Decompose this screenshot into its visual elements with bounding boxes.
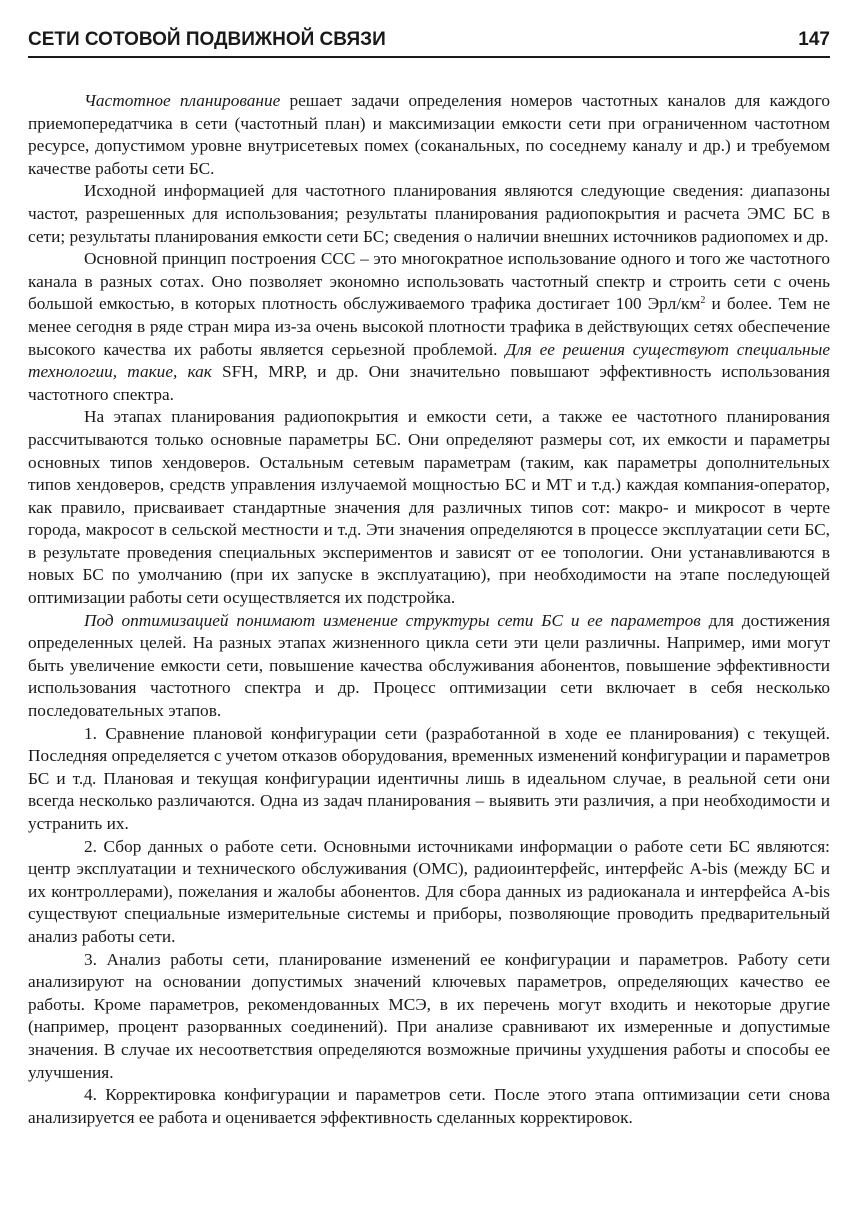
term-optimization: Под оптимизацией понимают изменение структуры сети БС и ее параметров — [84, 610, 701, 630]
paragraph-step-1 — [28, 723, 830, 836]
main-text — [28, 90, 830, 1129]
book-page — [28, 28, 830, 1129]
paragraph-text: и более. Тем не менее сегодня в ряде стран мира из-за очень высокой плотности трафика в действующих сетях обеспечение высокого качества их работы является серьезной проблемой. — [28, 294, 830, 359]
term-frequency-planning: Частотное планирование — [84, 91, 281, 110]
paragraph-step-3 — [28, 949, 830, 1085]
superscript-squared: 2 — [700, 295, 706, 307]
paragraph-frequency-planning — [28, 90, 830, 180]
paragraph-text: для достижения определенных целей. На разных этапах жизненного цикла сети эти цели различны. Например, ими могут быть увеличение емкости сети, повышение качества обслуживания абонентов, повышение эффективности использования частотного спектра и др. Процесс оптимизации сети включает в себя несколько последовательных этапов. — [28, 610, 830, 721]
paragraph-network-parameters — [28, 406, 830, 609]
paragraph-text: На этапах планирования радиопокрытия и емкости сети, а также ее частотного планирования рассчитываются только основные параметры БС. Они определяют размеры сот, их емкости и параметры основных типов хендоверов. Остальным сетевым параметрам (таким, как параметры дополнительных типов хендоверов, средств управления излучаемой мощностью БС и МТ и т.д.) каждая компания-оператор, как правило, присваивает стандартные значения для различных типов сот: макро- и микросот в черте города, макросот в сельской местности и т.д. Эти значения определяются в процессе эксплуатации сети БС, в результате проведения специальных экспериментов и зависят от ее топологии. Они устанавливаются в новых БС по умолчанию (при их запуске в эксплуатацию), при необходимости на этапе последующей оптимизации работы сети осуществляется их подстройка. — [28, 407, 830, 608]
paragraph-text: 2. Сбор данных о работе сети. Основными источниками информации о работе сети БС являются: центр эксплуатации и технического обслуживания (ОМС), радиоинтерфейс, интерфейс A-bis (между БС и их контроллерами), пожелания и жалобы абонентов. Для сбора данных из радиоканала и интерфейса A-bis существуют специальные измерительные системы и приборы, позволяющие проводить предварительный анализ работы сети. — [28, 836, 830, 946]
page-number: 147 — [798, 29, 830, 50]
paragraph-step-2 — [28, 836, 830, 949]
paragraph-text: решает задачи определения номеров частотных каналов для каждого приемопередатчика в сети (частотный план) и максимизации емкости сети при ограниченном частотном ресурсе, допустимом уровне внутрисетевых помех (соканальных, по соседнему каналу и др.) и требуемом качестве работы сети БС. — [28, 91, 830, 178]
paragraph-optimization — [28, 610, 830, 723]
paragraph-text: 4. Корректировка конфигурации и параметров сети. После этого этапа оптимизации сети снова анализируется ее работа и оценивается эффективность сделанных корректировок. — [28, 1085, 830, 1127]
emphasis-technologies: Для ее решения существуют специальные технологии, такие, как — [28, 339, 830, 382]
paragraph-text: SFH, MRP, и др. Они значительно повышают эффективность использования частотного спектра. — [28, 362, 830, 404]
paragraph-text: 1. Сравнение плановой конфигурации сети (разработанной в ходе ее планирования) с текущей. Последняя определяется с учетом отказов оборудования, временных изменений конфигурации и параметров БС и т.д. Плановая и текущая конфигурации идентичны лишь в идеальном случае, в реальной сети они всегда несколько различаются. Одна из задач планирования – выявить эти различия, а при необходимости и устранить их. — [28, 723, 830, 833]
paragraph-text: 3. Анализ работы сети, планирование изменений ее конфигурации и параметров. Работу сети анализируют на основании допустимых значений ключевых параметров, определяющих качество ее работы. Кроме параметров, рекомендованных МСЭ, в их перечень могут входить и некоторые другие (например, процент разорванных соединений). При анализе сравнивают их измеренные и допустимые значения. В случае их несоответствия определяются возможные причины ухудшения работы и способы ее улучшения. — [28, 949, 830, 1082]
running-title: СЕТИ СОТОВОЙ ПОДВИЖНОЙ СВЯЗИ — [28, 29, 386, 50]
paragraph-step-4 — [28, 1084, 830, 1129]
running-header — [28, 28, 830, 58]
paragraph-text: Исходной информацией для частотного планирования являются следующие сведения: диапазоны частот, разрешенных для использования; результаты планирования радиопокрытия и расчета ЭМС БС в сети; результаты планирования емкости сети БС; сведения о наличии внешних источников радиопомех и др. — [28, 181, 830, 246]
paragraph-frequency-reuse — [28, 248, 830, 406]
paragraph-source-info — [28, 180, 830, 248]
paragraph-text: Основной принцип построения ССС – это многократное использование одного и того же частотного канала в разных сотах. Оно позволяет экономно использовать частотный спектр и строить сети с очень большой емкостью, в которых плотность обслуживаемого трафика достигает 100 Эрл/км — [28, 249, 830, 314]
